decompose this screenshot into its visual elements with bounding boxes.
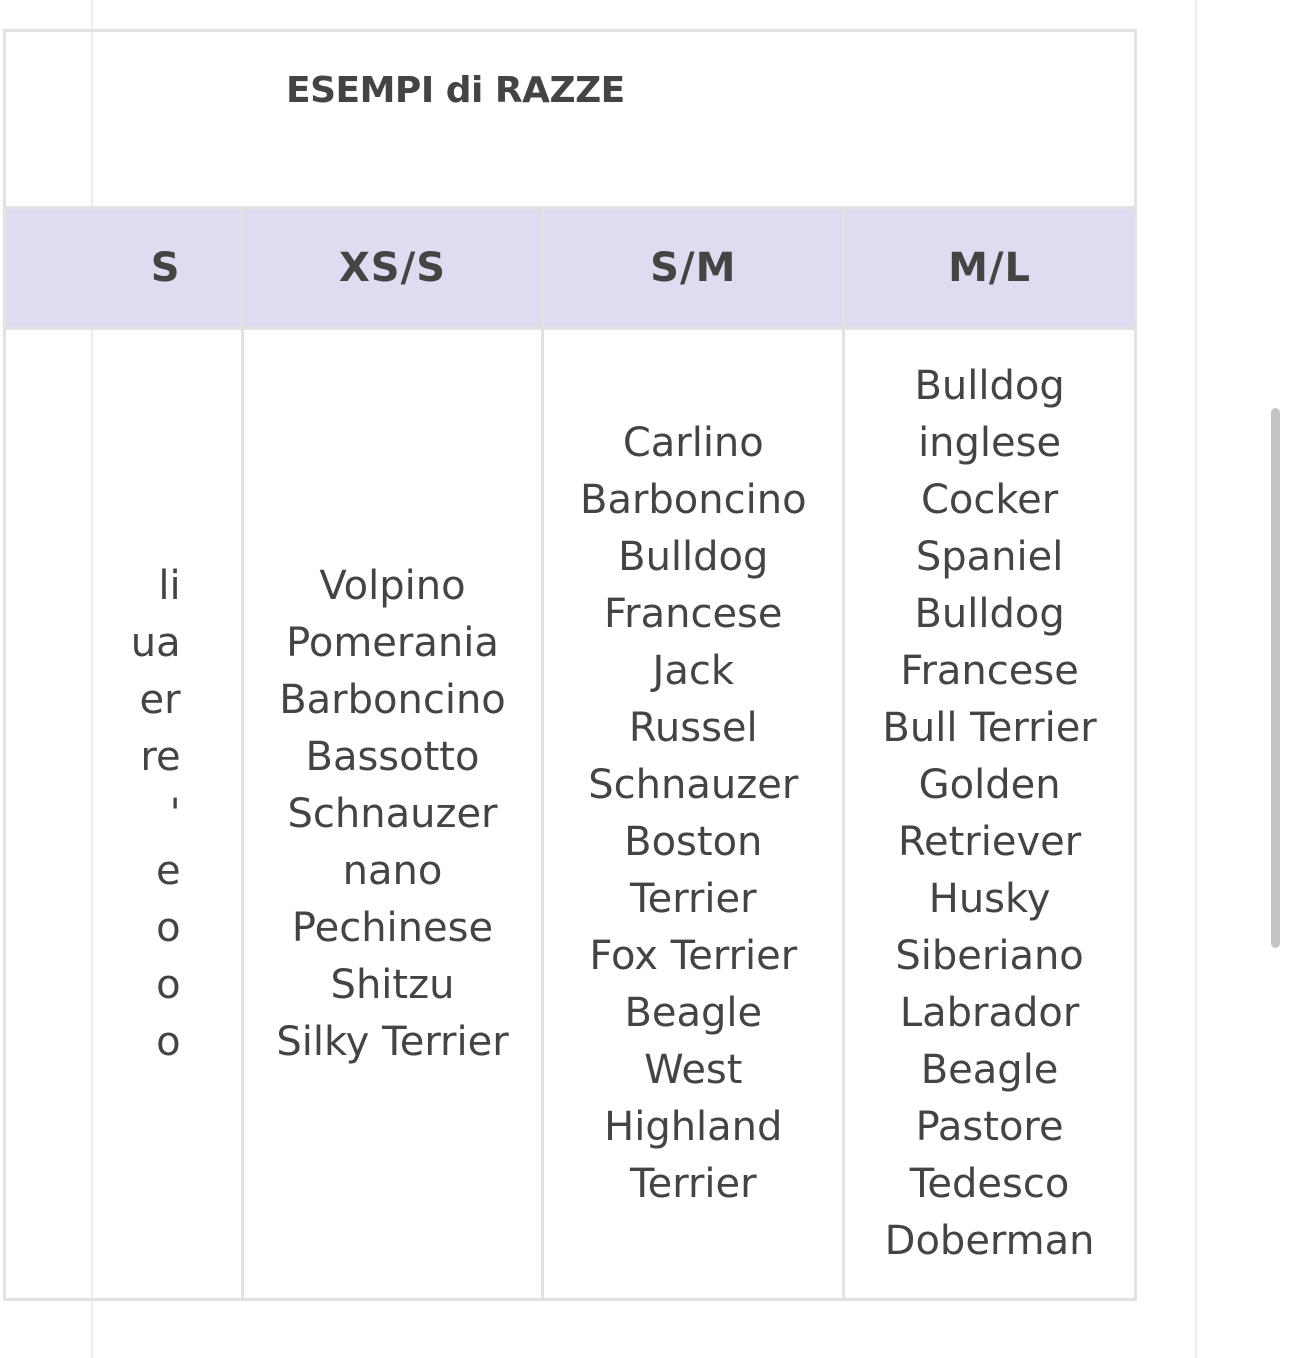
breed-name: Francese: [604, 591, 783, 637]
breed-name: Shitzu: [330, 961, 455, 1008]
breed-name: Boston: [624, 819, 763, 865]
breed-name: Barboncino: [279, 676, 506, 723]
breed-name: o: [156, 1018, 181, 1065]
breed-name: Beagle: [920, 1047, 1059, 1093]
breed-name: Pomerania: [286, 619, 499, 666]
breed-name: Silky Terrier: [276, 1018, 509, 1065]
breed-name: Tedesco: [909, 1161, 1070, 1207]
breed-name: Bulldog: [914, 591, 1065, 637]
breed-name: Pechinese: [291, 904, 494, 951]
table-title-cell: [5, 31, 1136, 208]
breeds-cell-s-m: [543, 329, 844, 1300]
breed-name: Pastore: [915, 1104, 1064, 1150]
table-inner: [3, 29, 1137, 1302]
breed-name: Spaniel: [915, 534, 1064, 580]
breed-name: Francese: [900, 648, 1079, 694]
breed-name: Doberman: [884, 1218, 1095, 1264]
table-body-row: [5, 329, 1136, 1300]
breed-size-table: [3, 29, 1137, 1301]
breed-name: e: [156, 847, 181, 894]
breeds-cell-m-l: [844, 329, 1136, 1300]
breed-name: inglese: [918, 420, 1062, 466]
table-scroll-container[interactable]: [130, 29, 1137, 1302]
breed-name: ua: [130, 619, 181, 666]
breed-name: Jack: [652, 648, 735, 694]
breed-name: Bull Terrier: [882, 705, 1097, 751]
breed-name: Husky: [928, 876, 1051, 922]
breed-name: Golden: [918, 762, 1061, 808]
breed-name: nano: [342, 847, 443, 894]
breed-name: Carlino: [622, 420, 764, 466]
breed-name: Schnauzer: [588, 762, 799, 808]
breed-name: Highland: [604, 1104, 783, 1150]
breed-name: Terrier: [629, 1161, 757, 1207]
breed-name: o: [156, 904, 181, 951]
breeds-cell-s: [5, 329, 243, 1300]
breed-name: Volpino: [319, 562, 466, 609]
breed-name: Labrador: [899, 990, 1080, 1036]
breed-name: re: [140, 733, 181, 780]
breed-name: Terrier: [629, 876, 757, 922]
breed-name: Schnauzer: [287, 790, 498, 837]
table-title: ESEMPI di RAZZE: [286, 70, 625, 111]
column-header-xs-s: XS/S: [242, 208, 543, 329]
breed-list: [544, 415, 842, 1213]
breed-name: Retriever: [897, 819, 1082, 865]
breed-name: Beagle: [624, 990, 763, 1036]
breed-name: ': [169, 790, 181, 837]
breeds-cell-xs-s: [242, 329, 543, 1300]
breed-list: [6, 558, 181, 1071]
breed-name: West: [644, 1047, 743, 1093]
table-header-row: [5, 208, 1136, 329]
breed-name: li: [158, 562, 181, 609]
breed-list: [845, 358, 1134, 1270]
breed-name: Bulldog: [914, 363, 1065, 409]
breed-name: Barboncino: [580, 477, 807, 523]
column-header-s-m: S/M: [543, 208, 844, 329]
column-header-m-l: M/L: [844, 208, 1136, 329]
breed-name: Bassotto: [305, 733, 480, 780]
breed-name: Russel: [628, 705, 758, 751]
table-title-row: [5, 31, 1136, 208]
breed-name: Bulldog: [618, 534, 769, 580]
breed-name: Siberiano: [895, 933, 1084, 979]
breed-name: Cocker: [920, 477, 1059, 523]
breed-name: o: [156, 961, 181, 1008]
column-header-s: S: [5, 208, 243, 329]
breed-list: [244, 558, 542, 1071]
breed-name: er: [139, 676, 181, 723]
page-scrollbar[interactable]: [1271, 408, 1280, 948]
breed-name: Fox Terrier: [589, 933, 798, 979]
